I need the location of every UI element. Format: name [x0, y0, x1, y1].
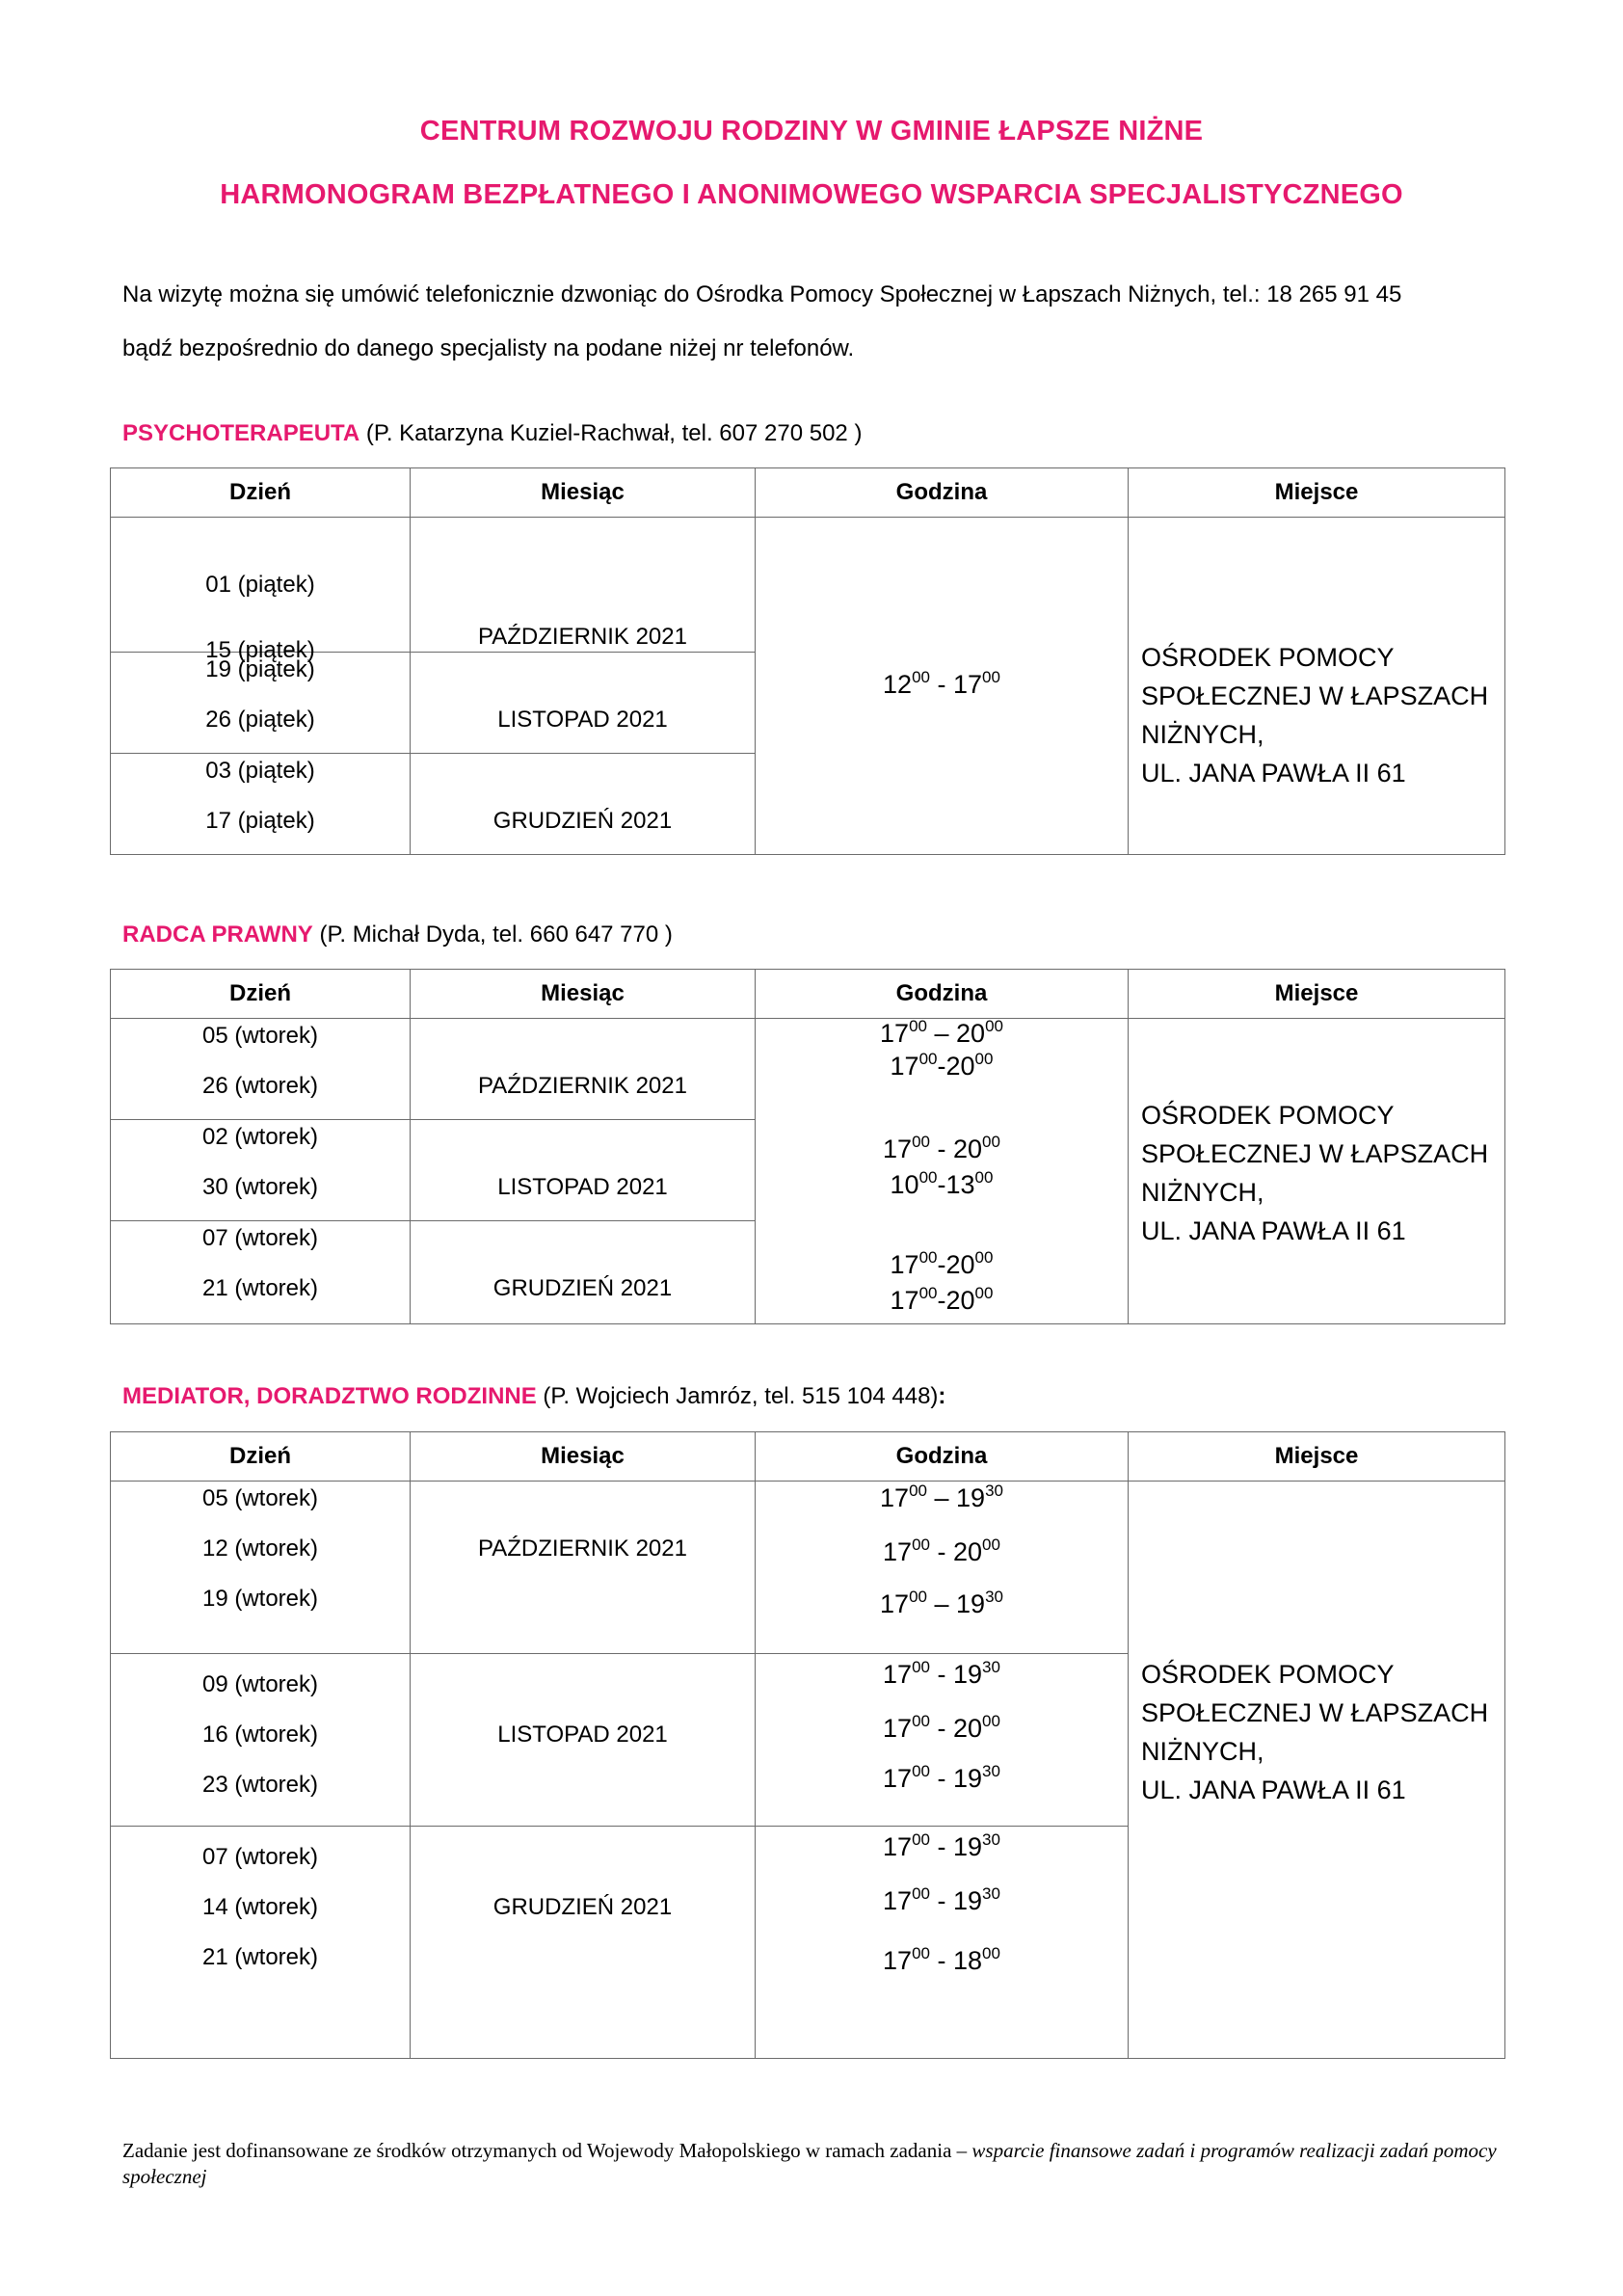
day-cell: 09 (wtorek): [201, 1671, 319, 1697]
day-cell: 30 (wtorek): [201, 1174, 319, 1200]
page-title: CENTRUM ROZWOJU RODZINY W GMINIE ŁAPSZE NIŻNE: [419, 116, 1204, 147]
hour-cell: $17^{00} - 20^{00}$: [883, 1712, 1000, 1743]
table-row: [111, 1482, 1505, 1654]
column-header-place: Miejsce: [1129, 468, 1505, 518]
section-suffix: :: [938, 1383, 946, 1409]
section-role: MEDIATOR, DORADZTWO RODZINNE: [122, 1383, 537, 1409]
section-heading-radca-prawny: [122, 921, 673, 948]
day-cell: 12 (wtorek): [201, 1535, 319, 1562]
day-cell: 01 (piątek): [205, 572, 315, 598]
intro-line-1: Na wizytę można się umówić telefonicznie dzwoniąc do Ośrodka Pomocy Społecznej w Łapszach Niżnych, tel.: 18 265 91 45: [122, 281, 1402, 307]
hour-cell: $17^{00}-20^{00}$: [890, 1284, 994, 1315]
page-subtitle: HARMONOGRAM BEZPŁATNEGO I ANONIMOWEGO WSPARCIA SPECJALISTYCZNEGO: [220, 179, 1403, 210]
day-cell: 07 (wtorek): [201, 1844, 319, 1870]
month-cell: LISTOPAD 2021: [497, 707, 668, 733]
column-header-hour: Godzina: [756, 468, 1129, 518]
section-role: RADCA PRAWNY: [122, 921, 313, 948]
section-heading-psychoterapeuta: [122, 420, 862, 447]
funding-footnote: [122, 2138, 1520, 2190]
hour-cell: $17^{00} - 20^{00}$: [883, 1535, 1000, 1566]
day-cell: 07 (wtorek): [201, 1225, 319, 1251]
day-cell: 19 (wtorek): [201, 1586, 319, 1612]
table-header-row: [111, 1432, 1505, 1482]
place-cell: OŚRODEK POMOCY SPOŁECZNEJ W ŁAPSZACH NIŻNYCH, UL. JANA PAWŁA II 61: [1141, 1660, 1489, 1804]
table-header-row: [111, 970, 1505, 1019]
hour-cell: $17^{00}-20^{00}$: [890, 1248, 994, 1279]
intro-text: [122, 268, 1530, 376]
column-header-day: Dzień: [111, 1432, 411, 1482]
day-cell: 19 (piątek): [205, 656, 315, 682]
column-header-place: Miejsce: [1129, 970, 1505, 1019]
column-header-hour: Godzina: [756, 1432, 1129, 1482]
day-cell: 17 (piątek): [205, 808, 315, 834]
month-cell: LISTOPAD 2021: [497, 1174, 668, 1200]
footnote-text: Zadanie jest dofinansowane ze środków otrzymanych od Wojewody Małopolskiego w ramach zadania –: [122, 2139, 972, 2162]
hour-cell: $17^{00} - 20^{00}$: [883, 1133, 1000, 1163]
hour-cell: $17^{00} - 19^{30}$: [883, 1762, 1000, 1793]
hour-cell: $10^{00}-13^{00}$: [890, 1168, 994, 1199]
section-person: (P. Michał Dyda, tel. 660 647 770 ): [312, 921, 673, 948]
column-header-day: Dzień: [111, 970, 411, 1019]
month-cell: PAŹDZIERNIK 2021: [478, 1535, 687, 1562]
day-cell: 26 (piątek): [205, 707, 315, 733]
day-cell: 15 (piątek): [205, 637, 315, 663]
table-row: [111, 1019, 1505, 1120]
section-person: (P. Wojciech Jamróz, tel. 515 104 448): [536, 1383, 939, 1409]
hour-cell: $17^{00} - 19^{30}$: [883, 1658, 1000, 1689]
hour-cell: $17^{00} - 19^{30}$: [880, 1588, 1003, 1618]
hour-cell: $17^{00} - 19^{30}$: [883, 1884, 1000, 1915]
month-cell: GRUDZIEŃ 2021: [492, 808, 673, 834]
section-heading-mediator: [122, 1383, 945, 1410]
day-cell: 16 (wtorek): [201, 1722, 319, 1748]
intro-line-2: bądź bezpośrednio do danego specjalisty na podane niżej nr telefonów.: [122, 335, 855, 361]
hour-cell: $17^{00} - 19^{30}$: [880, 1482, 1003, 1512]
month-cell: GRUDZIEŃ 2021: [492, 1894, 673, 1920]
day-cell: 21 (wtorek): [201, 1275, 319, 1301]
day-cell: 05 (wtorek): [201, 1023, 319, 1049]
month-cell: PAŹDZIERNIK 2021: [478, 1073, 687, 1099]
schedule-table-mediator: [110, 1431, 1505, 2059]
table-row: [111, 518, 1505, 653]
table-header-row: [111, 468, 1505, 518]
month-cell: GRUDZIEŃ 2021: [492, 1275, 673, 1301]
section-role: PSYCHOTERAPEUTA: [122, 420, 360, 446]
hour-cell: $17^{00} - 20^{00}$: [880, 1017, 1003, 1048]
column-header-month: Miesiąc: [411, 970, 756, 1019]
hour-cell: $17^{00}-20^{00}$: [890, 1050, 994, 1081]
month-cell: PAŹDZIERNIK 2021: [478, 624, 687, 650]
hour-cell: $12^{00} - 17^{00}$: [883, 668, 1000, 699]
day-cell: 03 (piątek): [205, 758, 315, 784]
hour-cell: $17^{00} - 18^{00}$: [883, 1944, 1000, 1975]
day-cell: 21 (wtorek): [201, 1944, 319, 1970]
day-cell: 23 (wtorek): [201, 1772, 319, 1798]
column-header-month: Miesiąc: [411, 1432, 756, 1482]
section-person: (P. Katarzyna Kuziel-Rachwał, tel. 607 270 502 ): [359, 420, 863, 446]
month-cell: LISTOPAD 2021: [497, 1722, 668, 1748]
hour-cell: $17^{00} - 19^{30}$: [883, 1830, 1000, 1861]
schedule-table-psychoterapeuta: [110, 467, 1505, 855]
day-cell: 05 (wtorek): [201, 1485, 319, 1511]
column-header-month: Miesiąc: [411, 468, 756, 518]
schedule-table-radca-prawny: [110, 969, 1505, 1324]
place-cell: OŚRODEK POMOCY SPOŁECZNEJ W ŁAPSZACH NIŻNYCH, UL. JANA PAWŁA II 61: [1141, 1101, 1489, 1245]
place-cell: OŚRODEK POMOCY SPOŁECZNEJ W ŁAPSZACH NIŻNYCH, UL. JANA PAWŁA II 61: [1141, 643, 1489, 788]
footnote-italic: wsparcie finansowe zadań i programów realizacji zadań pomocy społecznej: [122, 2139, 1497, 2188]
column-header-day: Dzień: [111, 468, 411, 518]
day-cell: 26 (wtorek): [201, 1073, 319, 1099]
day-cell: 02 (wtorek): [201, 1124, 319, 1150]
column-header-place: Miejsce: [1129, 1432, 1505, 1482]
column-header-hour: Godzina: [756, 970, 1129, 1019]
day-cell: 14 (wtorek): [201, 1894, 319, 1920]
